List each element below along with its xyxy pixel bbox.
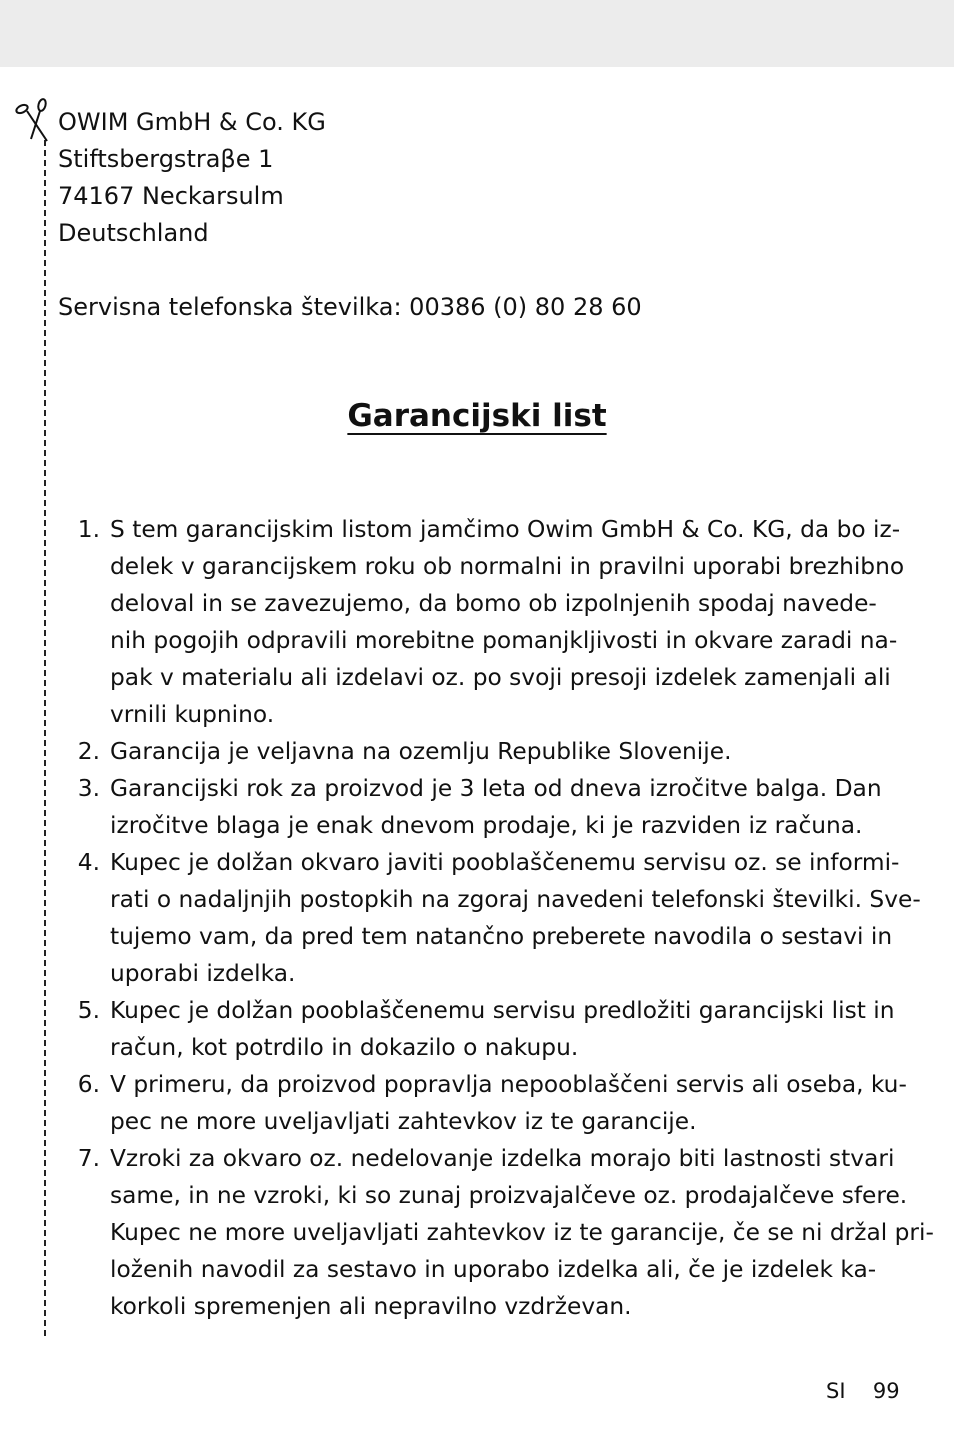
list-item-number: 3. [77, 775, 100, 802]
list-item-text [110, 992, 900, 1066]
list-item [70, 770, 900, 844]
page-footer [826, 1375, 900, 1407]
list-item [70, 992, 900, 1066]
list-item [70, 733, 900, 770]
text-line: S tem garancijskim listom jamčimo Owim GmbH & Co. KG, da bo iz- [110, 516, 901, 543]
page-title-wrap [0, 392, 954, 440]
text-line: korkoli spremenjen ali nepravilno vzdrževan. [110, 1293, 632, 1320]
text-line: delek v garancijskem roku ob normalni in pravilni uporabi brezhibno [110, 553, 905, 580]
list-item [70, 1140, 934, 1325]
list-item-number: 4. [77, 849, 100, 876]
cut-line [44, 140, 46, 1336]
scissors-icon [14, 97, 50, 143]
text-line: Kupec je dolžan pooblaščenemu servisu predložiti garancijski list in [110, 997, 895, 1024]
text-line: račun, kot potrdilo in dokazilo o nakupu. [110, 1034, 579, 1061]
footer-language: SI [826, 1379, 846, 1403]
company-name: OWIM GmbH & Co. KG [58, 108, 326, 136]
text-line: same, in ne vzroki, ki so zunaj proizvajalčeve oz. prodajalčeve sfere. [110, 1182, 908, 1209]
city: 74167 Neckarsulm [58, 182, 284, 210]
text-line: pec ne more uveljavljati zahtevkov iz te garancije. [110, 1108, 697, 1135]
text-line: Kupec je dolžan okvaro javiti pooblaščenemu servisu oz. se informi- [110, 849, 900, 876]
text-line: pak v materialu ali izdelavi oz. po svoji presoji izdelek zamenjali ali [110, 664, 891, 691]
list-item-number: 6. [77, 1071, 100, 1098]
list-item-number: 5. [77, 997, 100, 1024]
list-item-text [110, 1140, 934, 1325]
text-line: rati o nadaljnjih postopkih na zgoraj navedeni telefonski številki. Sve- [110, 886, 921, 913]
text-line: deloval in se zavezujemo, da bomo ob izpolnjenih spodaj navede- [110, 590, 877, 617]
list-item-text [110, 511, 904, 733]
text-line: Garancijski rok za proizvod je 3 leta od dneva izročitve balga. Dan [110, 775, 882, 802]
list-item-number: 1. [77, 516, 100, 543]
text-line: uporabi izdelka. [110, 960, 296, 987]
text-line: Garancija je veljavna na ozemlju Republike Slovenije. [110, 738, 732, 765]
list-item-text [110, 844, 921, 992]
text-line: Vzroki za okvaro oz. nedelovanje izdelka morajo biti lastnosti stvari [110, 1145, 895, 1172]
list-item-text [110, 770, 900, 844]
text-line: Kupec ne more uveljavljati zahtevkov iz te garancije, če se ni držal pri- [110, 1219, 934, 1246]
text-line: tujemo vam, da pred tem natančno preberete navodila o sestavi in [110, 923, 893, 950]
text-line: nih pogojih odpravili morebitne pomanjkljivosti in okvare zaradi na- [110, 627, 898, 654]
text-line: V primeru, da proizvod popravlja nepooblaščeni servis ali oseba, ku- [110, 1071, 907, 1098]
text-line: izročitve blaga je enak dnevom prodaje, ki je razviden iz računa. [110, 812, 863, 839]
list-item-number: 2. [77, 738, 100, 765]
list-item-text [110, 733, 900, 770]
warranty-conditions-list [70, 511, 934, 1325]
list-item [70, 511, 905, 733]
list-item-number: 7. [77, 1145, 100, 1172]
text-line: loženih navodil za sestavo in uporabo izdelka ali, če je izdelek ka- [110, 1256, 877, 1283]
page-number: 99 [872, 1379, 900, 1403]
service-phone: Servisna telefonska številka: 00386 (0) 80 28 60 [58, 293, 642, 321]
top-bar [0, 0, 954, 67]
list-item-text [110, 1066, 907, 1140]
street: Stiftsbergstraβe 1 [58, 145, 274, 173]
page-title: Garancijski list [347, 398, 607, 434]
list-item [70, 844, 921, 992]
country: Deutschland [58, 219, 209, 247]
list-item [70, 1066, 907, 1140]
address-block [58, 104, 326, 252]
text-line: vrnili kupnino. [110, 701, 275, 728]
